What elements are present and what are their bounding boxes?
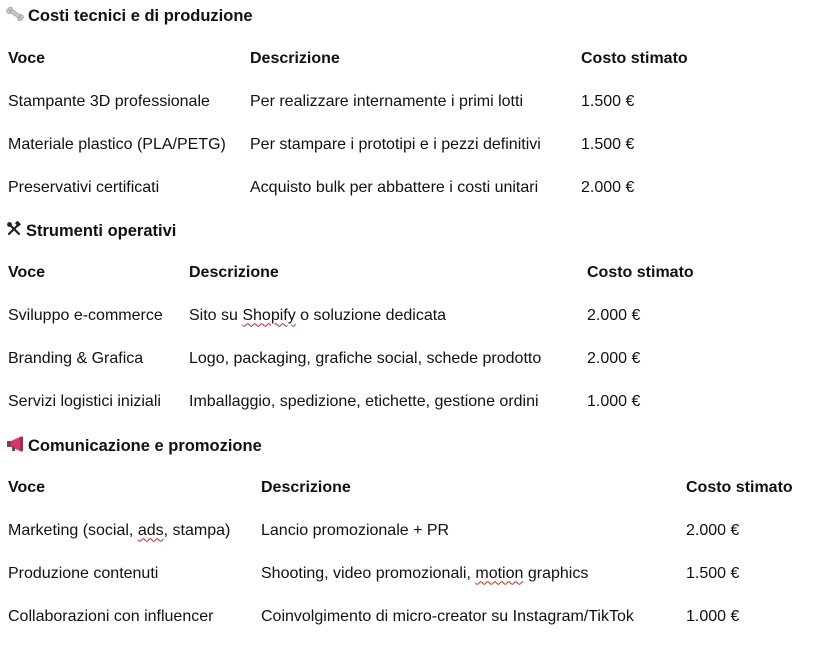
table-row <box>5 552 796 595</box>
cell-descrizione: Acquisto bulk per abbattere i costi unitari <box>250 178 539 196</box>
cell-voce: Sviluppo e-commerce <box>8 306 163 324</box>
column-header-costo: Costo stimato <box>581 50 688 67</box>
cell-descrizione: Sito su Shopify o soluzione dedicata <box>189 306 447 324</box>
cell-costo: 1.500 € <box>686 564 740 582</box>
cell-voce: Collaborazioni con influencer <box>8 607 214 625</box>
spellcheck-word[interactable]: Shopify <box>242 306 296 324</box>
column-header-descrizione: Descrizione <box>189 264 279 281</box>
megaphone-icon <box>6 436 28 457</box>
cell-voce: Servizi logistici iniziali <box>8 392 161 410</box>
cell-voce: Produzione contenuti <box>8 564 159 582</box>
cell-costo: 1.000 € <box>587 392 641 410</box>
cell-voce: Stampante 3D professionale <box>8 92 210 110</box>
cost-table-tools <box>5 252 697 423</box>
cell-descrizione: Logo, packaging, grafiche social, schede prodotto <box>189 349 542 367</box>
cell-descrizione: Lancio promozionale + PR <box>261 521 450 539</box>
table-row <box>5 80 691 123</box>
cell-descrizione: Per realizzare internamente i primi lotti <box>250 92 523 110</box>
column-header-costo: Costo stimato <box>686 479 793 496</box>
cost-table-promotion <box>5 467 796 638</box>
table-row <box>5 380 697 423</box>
cell-costo: 2.000 € <box>686 521 740 539</box>
column-header-costo: Costo stimato <box>587 264 694 281</box>
cell-voce: Marketing (social, ads, stampa) <box>8 521 231 539</box>
table-row <box>5 294 697 337</box>
column-header-descrizione: Descrizione <box>250 50 340 67</box>
column-header-voce: Voce <box>8 264 46 281</box>
table-row <box>5 123 691 166</box>
table-header-row <box>5 252 697 294</box>
cell-descrizione: Shooting, video promozionali, motion graphics <box>261 564 589 582</box>
column-header-voce: Voce <box>8 50 46 67</box>
spellcheck-word[interactable]: motion <box>475 564 524 582</box>
cell-voce: Preservativi certificati <box>8 178 160 196</box>
cell-costo: 1.500 € <box>581 135 635 153</box>
cell-costo: 1.000 € <box>686 607 740 625</box>
cell-costo: 2.000 € <box>587 349 641 367</box>
cell-costo: 2.000 € <box>587 306 641 324</box>
cell-descrizione: Per stampare i prototipi e i pezzi definitivi <box>250 135 541 153</box>
column-header-descrizione: Descrizione <box>261 479 351 496</box>
section-title: Strumenti operativi <box>26 222 177 240</box>
section-heading-production <box>6 7 253 26</box>
table-row <box>5 166 691 209</box>
cost-table-production <box>5 38 691 209</box>
section-heading-tools <box>6 221 176 242</box>
table-row <box>5 595 796 638</box>
table-header-row <box>5 38 691 80</box>
table-row <box>5 509 796 552</box>
table-header-row <box>5 467 796 509</box>
cell-descrizione: Coinvolgimento di micro-creator su Instagram/TikTok <box>261 607 634 625</box>
table-row <box>5 337 697 380</box>
cell-descrizione: Imballaggio, spedizione, etichette, gestione ordini <box>189 392 539 410</box>
cell-voce: Materiale plastico (PLA/PETG) <box>8 135 226 153</box>
cell-voce: Branding & Grafica <box>8 349 144 367</box>
column-header-voce: Voce <box>8 479 46 496</box>
section-title: Comunicazione e promozione <box>28 437 262 455</box>
tools-icon <box>6 221 26 242</box>
section-heading-promotion <box>6 436 262 457</box>
section-title: Costi tecnici e di produzione <box>28 7 253 25</box>
spellcheck-word[interactable]: ads <box>137 521 164 539</box>
cell-costo: 2.000 € <box>581 178 635 196</box>
cell-costo: 1.500 € <box>581 92 635 110</box>
bone-icon <box>6 7 28 26</box>
